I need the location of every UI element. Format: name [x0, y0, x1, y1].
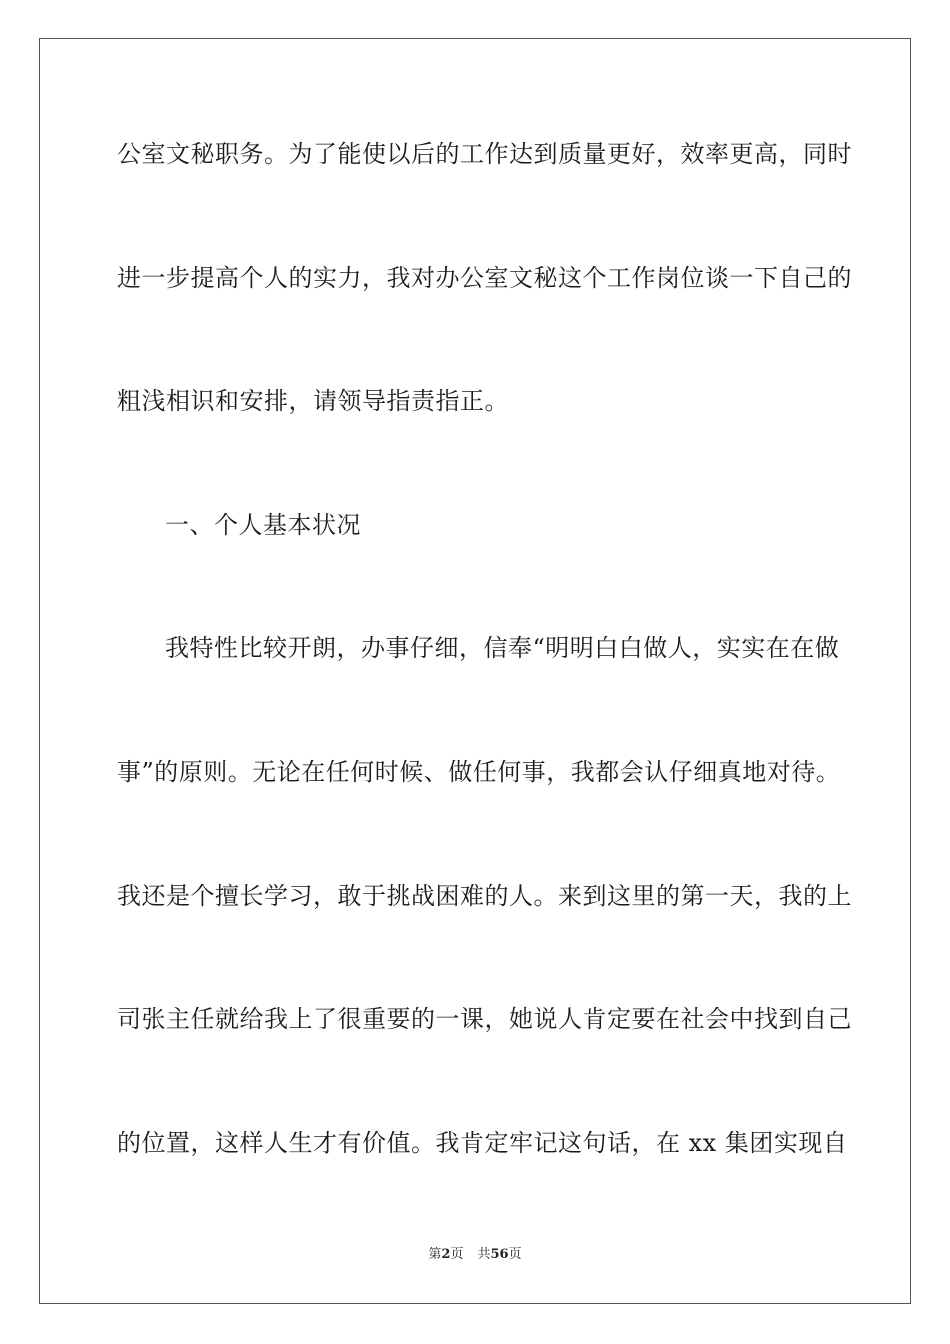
page-border: [39, 38, 911, 1304]
body-line-6: 事”的原则。无论在任何时候、做任何事，我都会认仔细真地对待。: [117, 758, 841, 786]
body-line-3: 粗浅相识和安排，请领导指责指正。: [117, 387, 509, 415]
body-line-7: 我还是个擅长学习，敢于挑战困难的人。来到这里的第一天，我的上: [117, 882, 852, 910]
body-line-5: 我特性比较开朗，办事仔细，信奉“明明白白做人，实实在在做: [165, 634, 840, 662]
body-line-8: 司张主任就给我上了很重要的一课，她说人肯定要在社会中找到自己: [117, 1005, 852, 1033]
body-line-9: 的位置，这样人生才有价值。我肯定牢记这句话，在 xx 集团实现自: [117, 1129, 848, 1157]
total-prefix: 共: [477, 1247, 491, 1262]
page-suffix: 页: [450, 1247, 464, 1262]
total-suffix: 页: [508, 1247, 522, 1262]
body-line-2: 进一步提高个人的实力，我对办公室文秘这个工作岗位谈一下自己的: [117, 264, 852, 292]
page-prefix: 第: [428, 1247, 442, 1262]
section-heading: 一、个人基本状况: [165, 511, 361, 539]
page-number: 2: [441, 1247, 451, 1262]
page-footer: [0, 1246, 950, 1264]
body-line-1: 公室文秘职务。为了能使以后的工作达到质量更好，效率更高，同时: [117, 140, 852, 168]
total-pages: 56: [490, 1247, 509, 1262]
